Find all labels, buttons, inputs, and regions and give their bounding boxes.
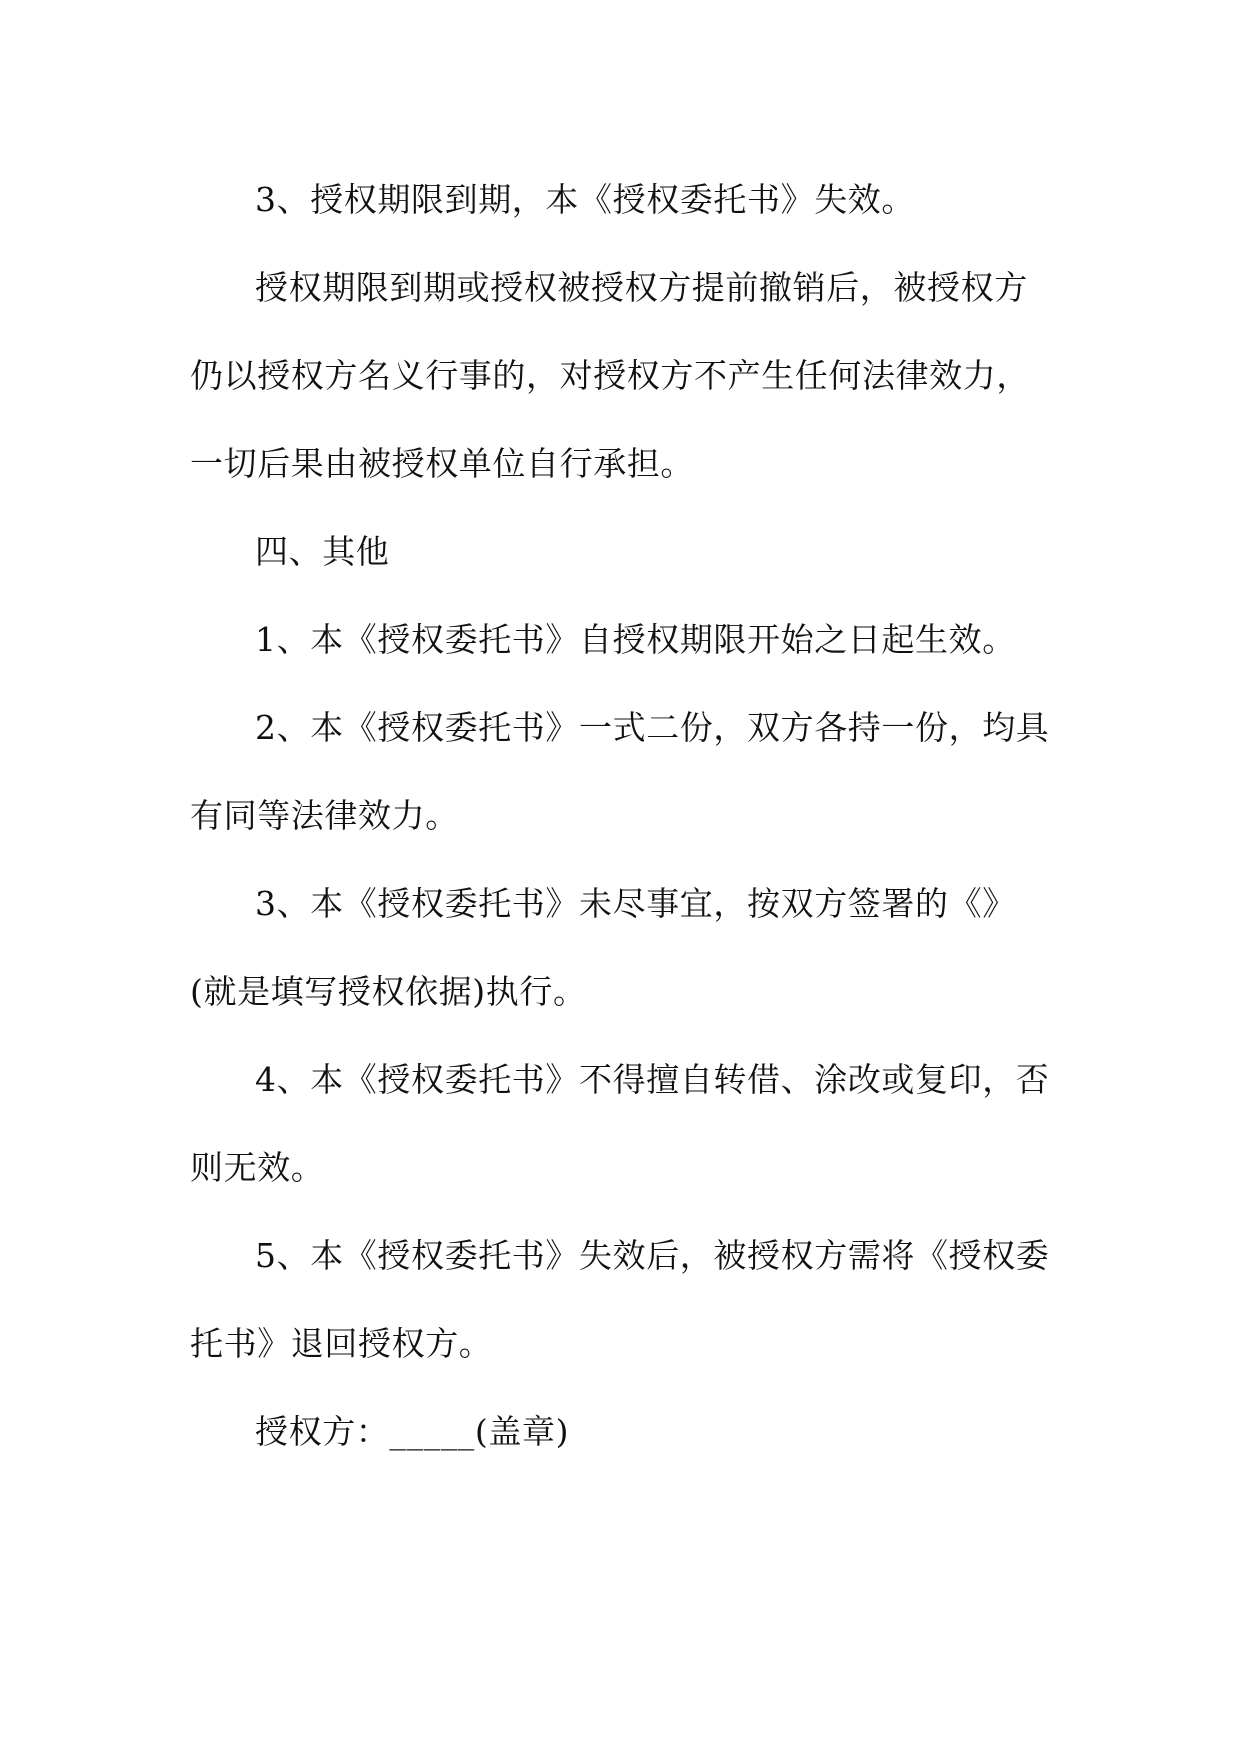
paragraph-revocation-line-1: 授权期限到期或授权被授权方提前撤销后，被授权方	[255, 268, 1028, 307]
other-clause-2-line-1: 2、本《授权委托书》一式二份，双方各持一份，均具	[255, 708, 1050, 747]
other-clause-5-line-2: 托书》退回授权方。	[190, 1324, 493, 1363]
other-clause-3-line-2: (就是填写授权依据)执行。	[190, 972, 587, 1011]
clause-3-expiry: 3、授权期限到期，本《授权委托书》失效。	[255, 180, 915, 219]
other-clause-1: 1、本《授权委托书》自授权期限开始之日起生效。	[255, 620, 1016, 659]
other-clause-4-line-1: 4、本《授权委托书》不得擅自转借、涂改或复印，否	[255, 1060, 1050, 1099]
paragraph-revocation-line-2: 仍以授权方名义行事的，对授权方不产生任何法律效力，	[190, 356, 1030, 395]
paragraph-revocation-line-3: 一切后果由被授权单位自行承担。	[190, 444, 694, 483]
other-clause-4-line-2: 则无效。	[190, 1148, 325, 1187]
signature-line-authorizer: 授权方：_____(盖章)	[255, 1412, 570, 1451]
other-clause-3-line-1: 3、本《授权委托书》未尽事宜，按双方签署的《》	[255, 884, 1016, 923]
other-clause-5-line-1: 5、本《授权委托书》失效后，被授权方需将《授权委	[255, 1236, 1050, 1275]
other-clause-2-line-2: 有同等法律效力。	[190, 796, 459, 835]
section-heading-other: 四、其他	[255, 532, 390, 571]
